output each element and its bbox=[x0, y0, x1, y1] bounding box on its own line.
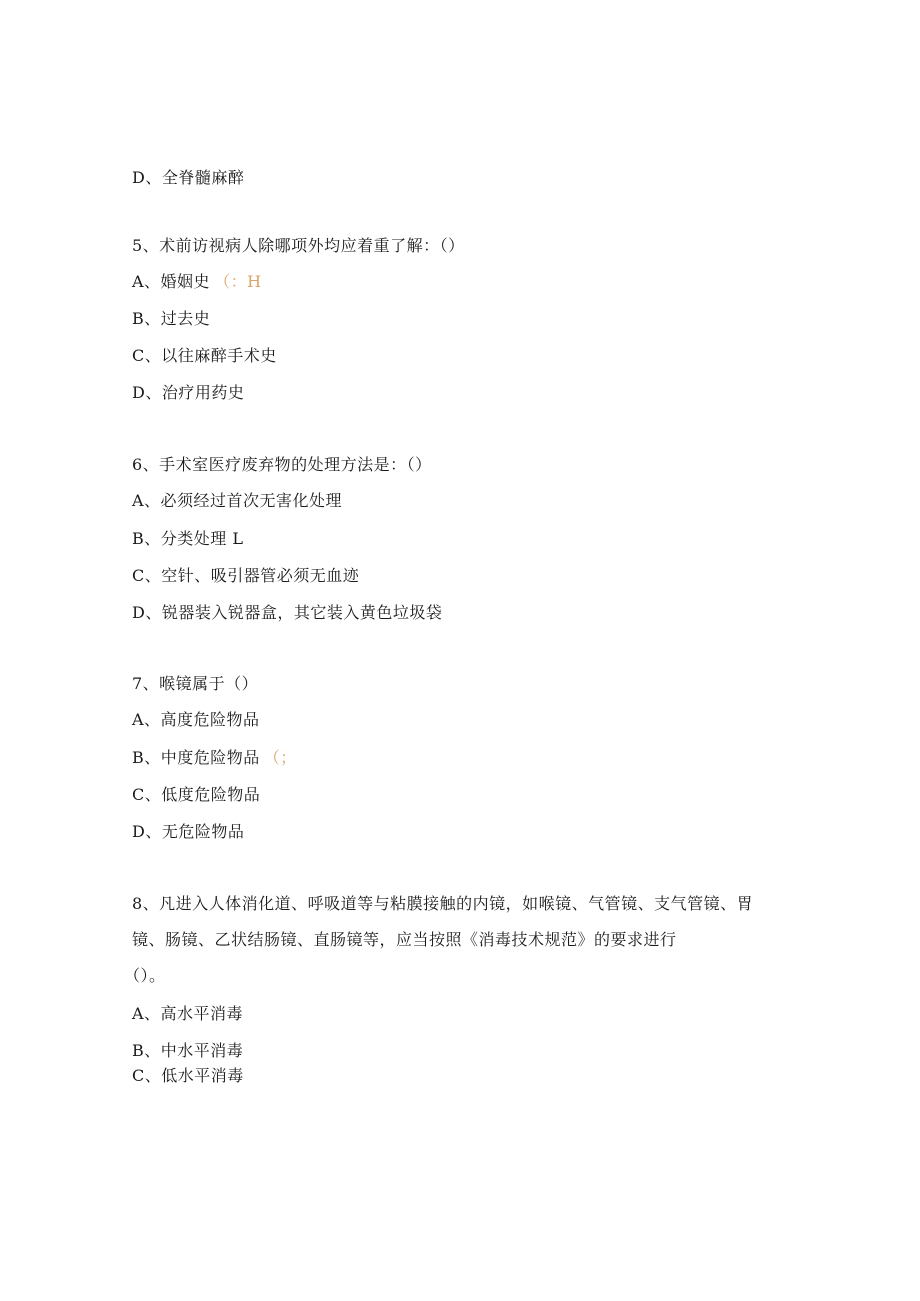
q5-option-a-mark: （：H bbox=[214, 272, 262, 291]
q8-stem-line2: 镜、肠镜、乙状结肠镜、直肠镜等，应当按照《消毒技术规范》的要求进行 bbox=[132, 930, 677, 949]
q6-option-d: D、锐器装入锐器盒，其它装入黄色垃圾袋 bbox=[132, 603, 443, 622]
q7-option-b bbox=[132, 748, 297, 768]
q8-option-b: B、中水平消毒 bbox=[132, 1041, 244, 1060]
q7-option-b-text: B、中度危险物品 bbox=[132, 748, 260, 767]
q4-option-d: D、全脊髓麻醉 bbox=[132, 168, 245, 187]
q5-option-d: D、治疗用药史 bbox=[132, 383, 245, 402]
q5-option-c: C、以往麻醉手术史 bbox=[132, 346, 277, 365]
q5-option-b: B、过去史 bbox=[132, 309, 211, 328]
q6-option-a: A、必须经过首次无害化处理 bbox=[132, 491, 343, 510]
q5-option-a bbox=[132, 272, 262, 292]
q7-option-a: A、高度危险物品 bbox=[132, 710, 260, 729]
q7-option-d: D、无危险物品 bbox=[132, 822, 245, 841]
q5-option-a-text: A、婚姻史 bbox=[132, 272, 211, 291]
q5-stem: 5、术前访视病人除哪项外均应着重了解：（） bbox=[132, 236, 465, 255]
q7-option-b-mark: （； bbox=[263, 748, 297, 767]
q8-option-c: C、低水平消毒 bbox=[132, 1066, 244, 1085]
q8-stem-line1: 8、凡进入人体消化道、呼吸道等与粘膜接触的内镜，如喉镜、气管镜、支气管镜、胃 bbox=[132, 894, 754, 913]
q7-option-c: C、低度危险物品 bbox=[132, 785, 261, 804]
q8-stem-line3: （）。 bbox=[124, 966, 166, 985]
q6-option-c: C、空针、吸引器管必须无血迹 bbox=[132, 566, 360, 585]
q8-option-a: A、高水平消毒 bbox=[132, 1004, 244, 1023]
q6-option-b: B、分类处理 L bbox=[132, 529, 244, 548]
q7-stem: 7、喉镜属于（） bbox=[132, 674, 259, 693]
q6-stem: 6、手术室医疗废弃物的处理方法是：（） bbox=[132, 455, 432, 474]
